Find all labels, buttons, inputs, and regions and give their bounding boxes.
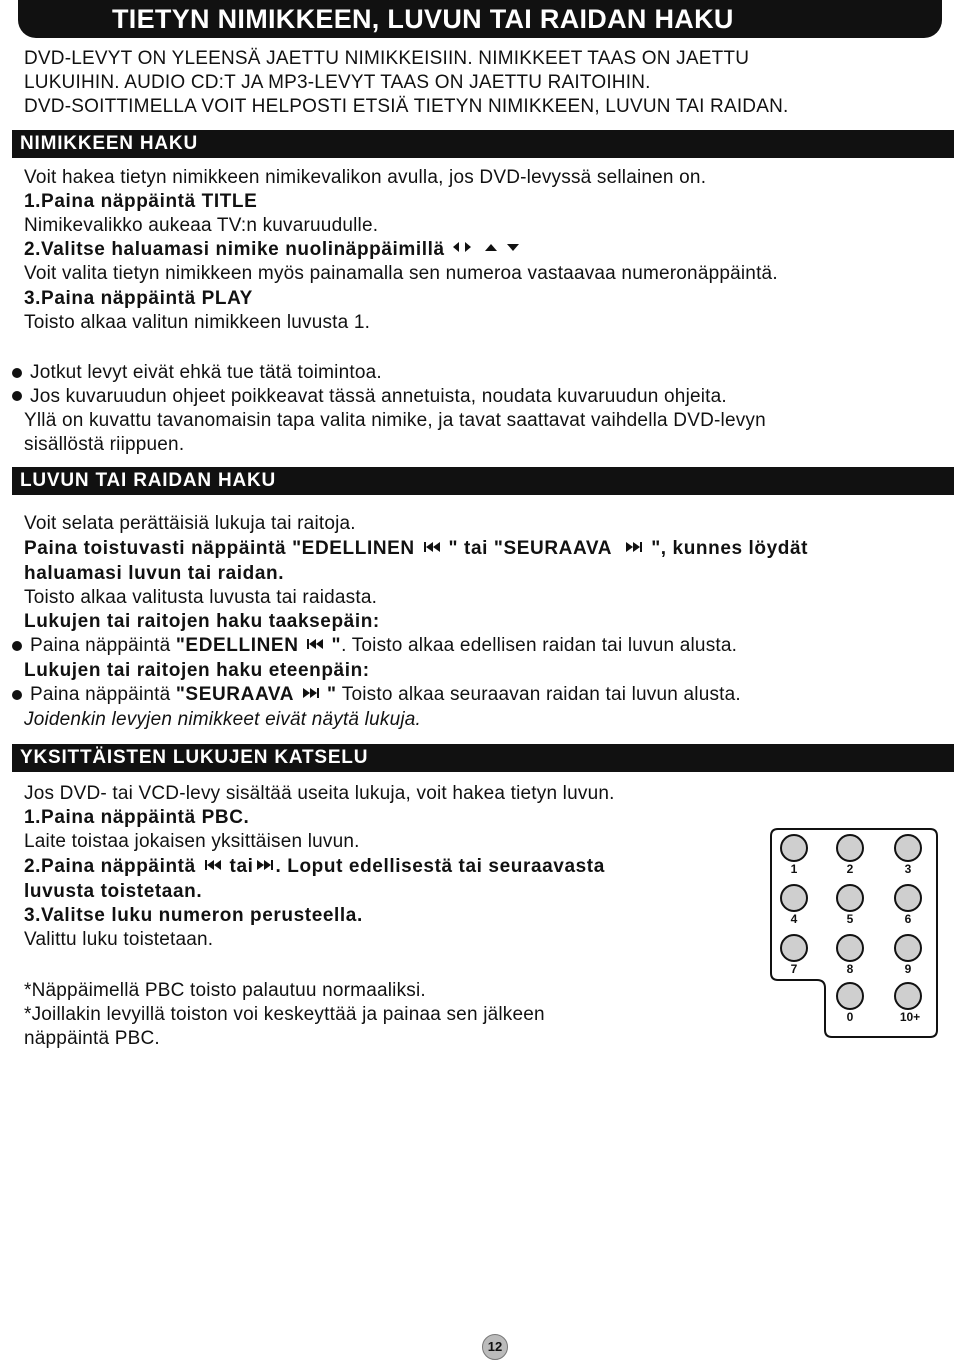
keypad-label-8: 8 <box>846 962 854 976</box>
s1-step-3: 3.Paina näppäintä PLAY <box>24 288 253 309</box>
page-number: 12 <box>482 1334 508 1360</box>
keypad-key-1 <box>780 834 808 862</box>
s2-text-6d: . Toisto alkaa edellisen raidan tai luvun alusta. <box>341 635 738 657</box>
s3-text-4b: tai <box>229 856 254 878</box>
s2-text-2c: ", kunnes löydät <box>651 538 809 560</box>
s2-text-7: Lukujen tai raitojen haku eteenpäin: <box>24 660 370 681</box>
next-icon <box>254 855 276 879</box>
intro-line-1: DVD-LEVYT ON YLEENSÄ JAETTU NIMIKKEISIIN. NIMIKKEET TAAS ON JAETTU <box>24 48 750 69</box>
s3-text-9: *Joillakin levyillä toiston voi keskeyttää ja painaa sen jälkeen <box>24 1004 545 1025</box>
s1-step-1-desc: Nimikevalikko aukeaa TV:n kuvaruudulle. <box>24 215 379 236</box>
keypad-key-0 <box>836 982 864 1010</box>
s3-text-5: luvusta toistetaan. <box>24 881 203 902</box>
s1-note-3a: Yllä on kuvattu tavanomaisin tapa valita nimike, ja tavat saattavat vaihdella DVD-levyn <box>24 410 766 431</box>
keypad-label-1: 1 <box>790 862 798 876</box>
keypad-key-4 <box>780 884 808 912</box>
s3-text-7: Valittu luku toistetaan. <box>24 929 214 950</box>
arrow-keys-icon <box>451 238 523 262</box>
s1-step-3-desc: Toisto alkaa valitun nimikkeen luvusta 1. <box>24 312 371 333</box>
s3-text-3: Laite toistaa jokaisen yksittäisen luvun. <box>24 831 360 852</box>
s3-text-4c: . Loput edellisestä tai seuraavasta <box>275 856 605 878</box>
s2-text-8a: Paina näppäintä <box>30 684 176 706</box>
intro-line-2: LUKUIHIN. AUDIO CD:T JA MP3-LEVYT TAAS ON JAETTU RAITOIHIN. <box>24 72 651 93</box>
page-title: TIETYN NIMIKKEEN, LUVUN TAI RAIDAN HAKU <box>18 0 942 38</box>
remote-keypad-illustration <box>770 828 938 1038</box>
s2-text-8 <box>30 683 741 707</box>
bullet-icon <box>12 690 22 700</box>
section-heading-chapter-view: YKSITTÄISTEN LUKUJEN KATSELU <box>12 744 954 772</box>
next-icon <box>623 537 645 561</box>
keypad-key-8 <box>836 934 864 962</box>
keypad-label-6: 6 <box>904 912 912 926</box>
keypad-label-9: 9 <box>904 962 912 976</box>
s3-text-8: *Näppäimellä PBC toisto palautuu normaaliksi. <box>24 980 426 1001</box>
previous-icon <box>304 634 326 658</box>
s2-text-5: Lukujen tai raitojen haku taaksepäin: <box>24 611 380 632</box>
keypad-key-2 <box>836 834 864 862</box>
s1-text: Voit hakea tietyn nimikkeen nimikevalikon avulla, jos DVD-levyssä sellainen on. <box>24 167 707 188</box>
s2-text-6b: "EDELLINEN <box>175 635 299 657</box>
section-heading-chapter-search: LUVUN TAI RAIDAN HAKU <box>12 467 954 495</box>
s3-text-2: 1.Paina näppäintä PBC. <box>24 807 250 828</box>
keypad-label-5: 5 <box>846 912 854 926</box>
keypad-label-4: 4 <box>790 912 798 926</box>
s2-text-9: Joidenkin levyjen nimikkeet eivät näytä lukuja. <box>24 709 421 730</box>
bullet-icon <box>12 641 22 651</box>
s3-text-4a: 2.Paina näppäintä <box>24 856 196 878</box>
s2-text-8c: " <box>327 684 337 706</box>
keypad-label-3: 3 <box>904 862 912 876</box>
intro-line-3: DVD-SOITTIMELLA VOIT HELPOSTI ETSIÄ TIETYN NIMIKKEEN, LUVUN TAI RAIDAN. <box>24 96 789 117</box>
s1-note-2: Jos kuvaruudun ohjeet poikkeavat tässä annetuista, noudata kuvaruudun ohjeita. <box>30 386 727 407</box>
s1-note-1: Jotkut levyt eivät ehkä tue tätä toimintoa. <box>30 362 382 383</box>
bullet-icon <box>12 368 22 378</box>
s2-text-2b: " tai "SEURAAVA <box>448 538 612 560</box>
next-icon <box>300 683 322 707</box>
s1-step-2-desc: Voit valita tietyn nimikkeen myös painamalla sen numeroa vastaavaa numeronäppäintä. <box>24 263 778 284</box>
keypad-key-7 <box>780 934 808 962</box>
s1-note-3b: sisällöstä riippuen. <box>24 434 185 455</box>
keypad-label-10plus: 10+ <box>899 1010 921 1024</box>
s2-text-6c: " <box>331 635 342 657</box>
s2-text-3: haluamasi luvun tai raidan. <box>24 563 285 584</box>
keypad-key-10plus <box>894 982 922 1010</box>
keypad-label-0: 0 <box>846 1010 854 1024</box>
keypad-key-9 <box>894 934 922 962</box>
s2-text-2 <box>24 537 808 561</box>
bullet-icon <box>12 391 22 401</box>
s3-text-10: näppäintä PBC. <box>24 1028 160 1049</box>
s1-step-2-text: 2.Valitse haluamasi nimike nuolinäppäimillä <box>24 239 445 261</box>
s1-step-1: 1.Paina näppäintä TITLE <box>24 191 258 212</box>
s2-text-8d: Toisto alkaa seuraavan raidan tai luvun alusta. <box>336 684 741 706</box>
keypad-label-2: 2 <box>846 862 854 876</box>
s2-text-6 <box>30 634 737 658</box>
keypad-key-3 <box>894 834 922 862</box>
s2-text-2a: Paina toistuvasti näppäintä "EDELLINEN <box>24 538 415 560</box>
s2-text-4: Toisto alkaa valitusta luvusta tai raidasta. <box>24 587 378 608</box>
keypad-label-7: 7 <box>790 962 798 976</box>
keypad-key-5 <box>836 884 864 912</box>
previous-icon <box>421 537 443 561</box>
s2-text-1: Voit selata perättäisiä lukuja tai raitoja. <box>24 513 356 534</box>
s2-text-8b: "SEURAAVA <box>175 684 295 706</box>
s3-text-6: 3.Valitse luku numeron perusteella. <box>24 905 363 926</box>
s2-text-6a: Paina näppäintä <box>30 635 176 657</box>
keypad-key-6 <box>894 884 922 912</box>
section-heading-title-search: NIMIKKEEN HAKU <box>12 130 954 158</box>
previous-icon <box>202 855 224 879</box>
s3-text-4 <box>24 855 605 879</box>
s1-step-2 <box>24 238 523 262</box>
s3-text-1: Jos DVD- tai VCD-levy sisältää useita lukuja, voit hakea tietyn luvun. <box>24 783 615 804</box>
